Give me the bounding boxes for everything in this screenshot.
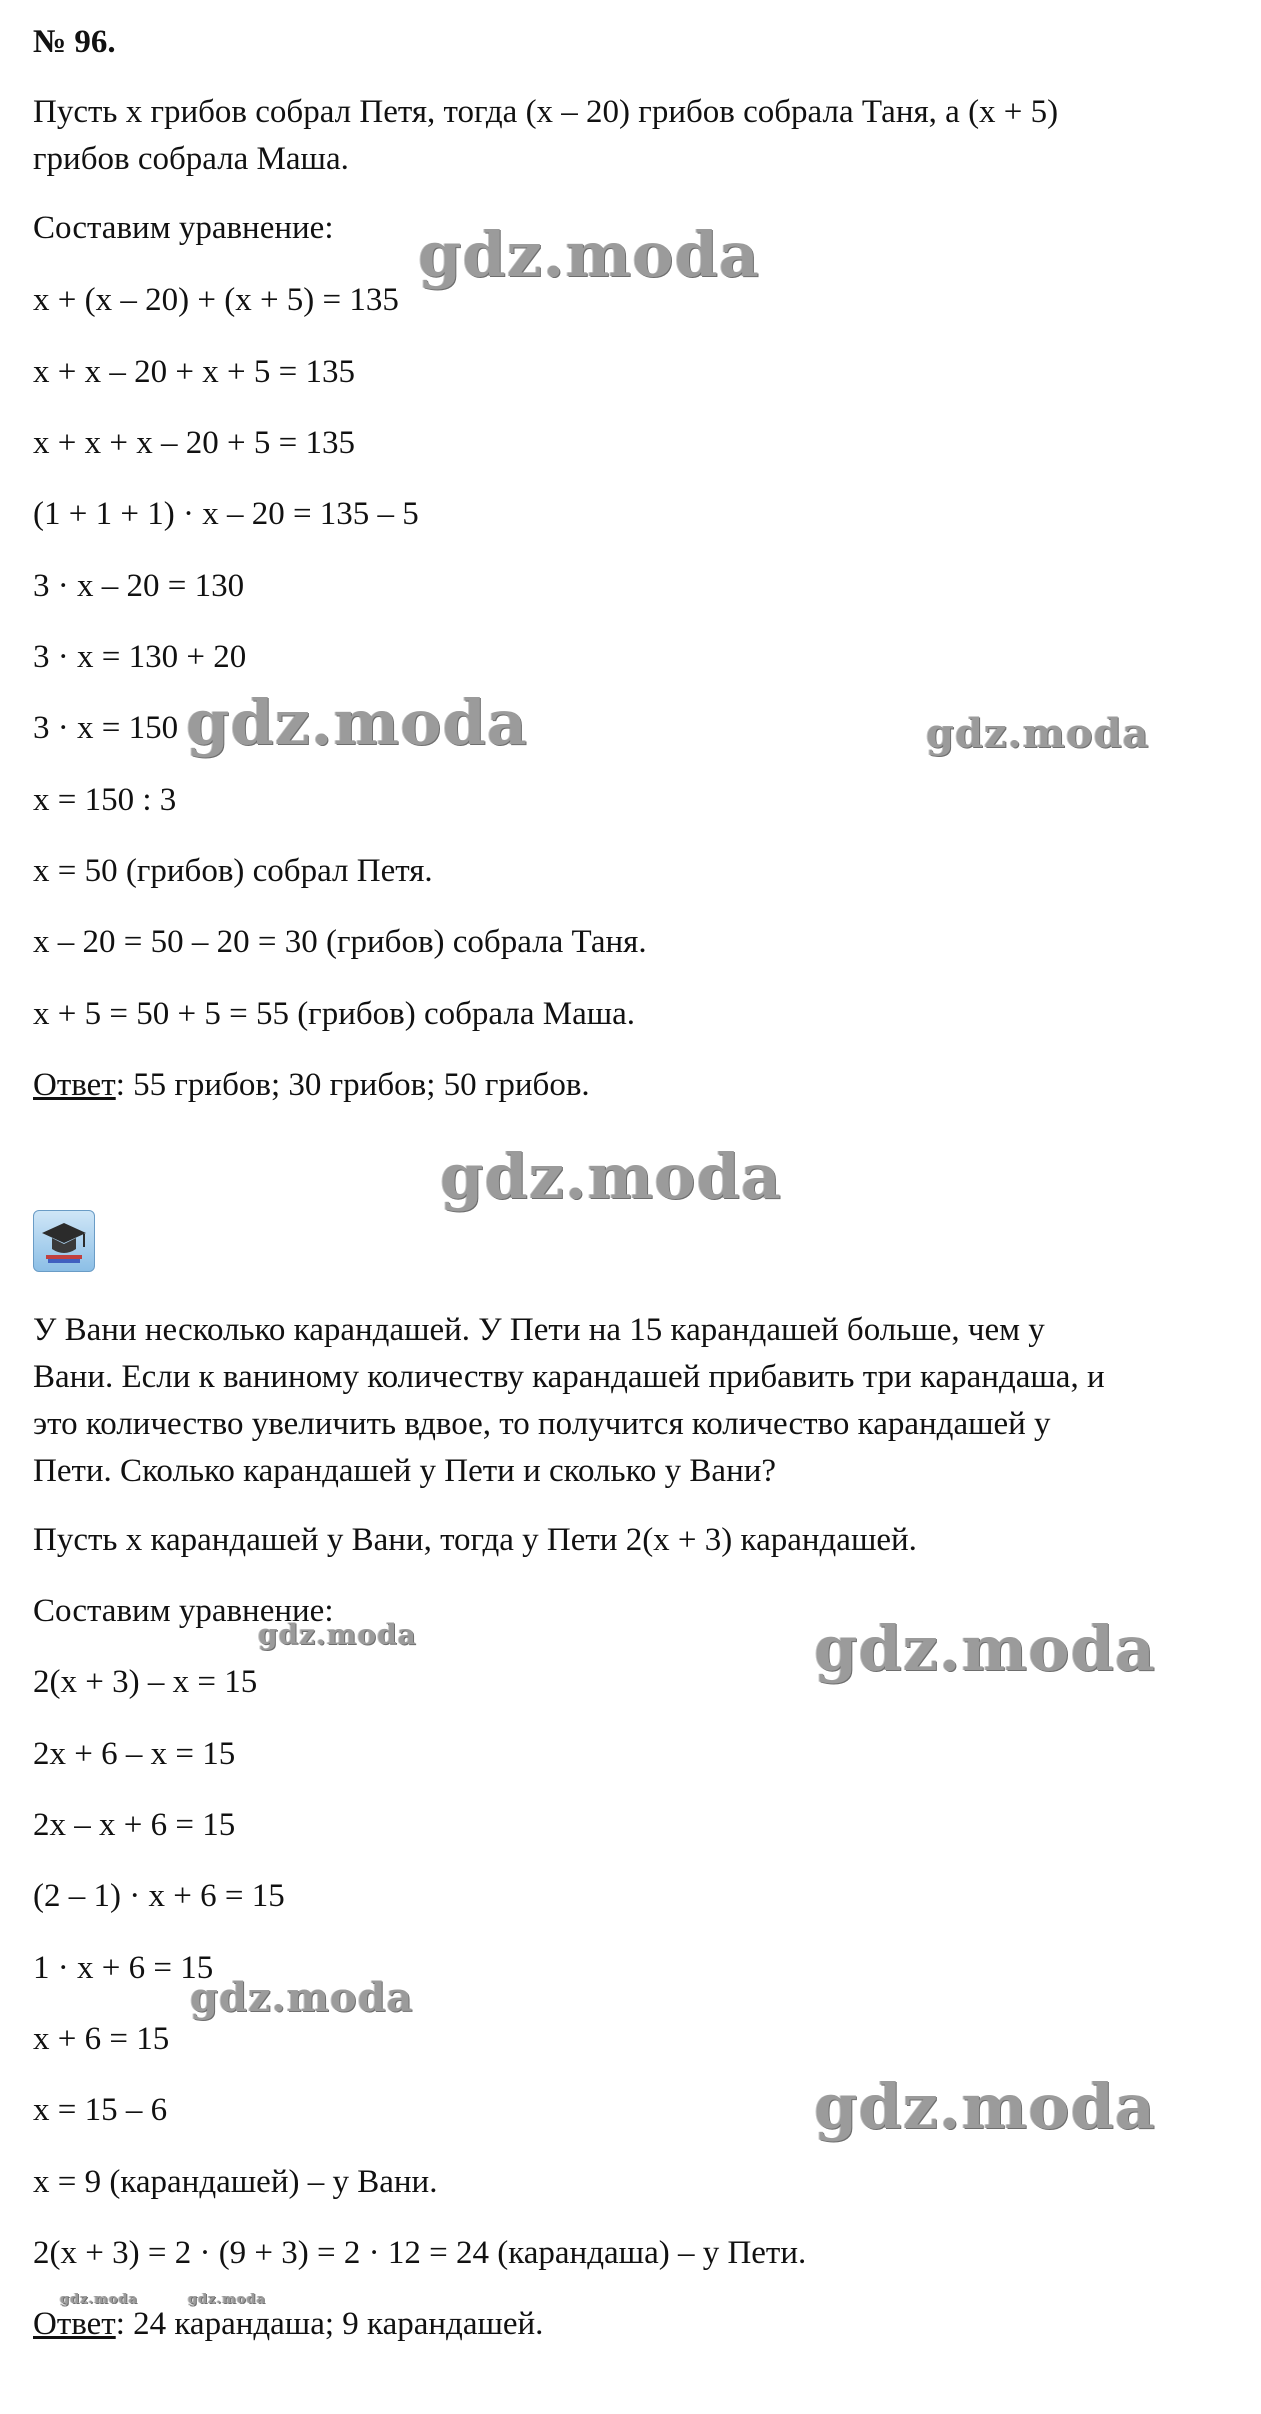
watermark: gdz.moda: [60, 2292, 139, 2307]
answer-label: Ответ: [33, 1067, 116, 1103]
watermark: gdz.moda: [186, 686, 528, 759]
watermark: gdz.moda: [188, 2292, 267, 2307]
text-line: Составим уравнение:: [33, 1593, 334, 1629]
equation-line: 2x + 6 – x = 15: [33, 1736, 236, 1772]
task-line: это количество увеличить вдвое, то получится количество карандашей у: [33, 1406, 1051, 1442]
answer-line: [33, 2304, 543, 2344]
equation-line: 3 · x = 150: [33, 710, 179, 746]
equation-line: x + 6 = 15: [33, 2021, 170, 2057]
text-line: Пусть x карандашей у Вани, тогда у Пети 2(x + 3) карандашей.: [33, 1522, 917, 1558]
equation-line: x = 150 : 3: [33, 782, 177, 818]
equation-line: x + 5 = 50 + 5 = 55 (грибов) собрала Маша.: [33, 996, 636, 1032]
answer-text: : 55 грибов; 30 грибов; 50 грибов.: [115, 1067, 590, 1103]
equation-line: (2 – 1) · x + 6 = 15: [33, 1878, 285, 1914]
task-line: Пети. Сколько карандашей у Пети и сколько у Вани?: [33, 1453, 777, 1489]
answer-label: Ответ: [33, 2306, 116, 2342]
equation-line: x – 20 = 50 – 20 = 30 (грибов) собрала Таня.: [33, 924, 647, 960]
equation-line: 3 · x – 20 = 130: [33, 568, 245, 604]
answer-line: [33, 1065, 590, 1105]
equation-line: 1 · x + 6 = 15: [33, 1950, 214, 1986]
equation-line: x + x – 20 + x + 5 = 135: [33, 354, 355, 390]
watermark: gdz.moda: [418, 218, 760, 291]
equation-line: x + (x – 20) + (x + 5) = 135: [33, 282, 399, 318]
answer-text: : 24 карандаша; 9 карандашей.: [115, 2306, 544, 2342]
equation-line: x = 9 (карандашей) – у Вани.: [33, 2164, 438, 2200]
watermark: gdz.moda: [814, 2070, 1156, 2143]
watermark: gdz.moda: [258, 1618, 417, 1651]
watermark: gdz.moda: [190, 1974, 414, 2021]
task-line: У Вани несколько карандашей. У Пети на 15 карандашей больше, чем у: [33, 1312, 1045, 1348]
watermark: gdz.moda: [440, 1140, 782, 1213]
problem-number: № 96.: [33, 24, 116, 60]
equation-line: 3 · x = 130 + 20: [33, 639, 247, 675]
equation-line: (1 + 1 + 1) · x – 20 = 135 – 5: [33, 496, 419, 532]
equation-line: 2x – x + 6 = 15: [33, 1807, 236, 1843]
watermark: gdz.moda: [926, 710, 1150, 757]
equation-line: 2(x + 3) = 2 · (9 + 3) = 2 · 12 = 24 (карандаша) – у Пети.: [33, 2235, 807, 2271]
equation-line: x = 15 – 6: [33, 2092, 168, 2128]
text-line: Составим уравнение:: [33, 210, 334, 246]
graduation-cap-icon: [33, 1210, 95, 1272]
text-line: грибов собрала Маша.: [33, 141, 349, 177]
equation-line: x = 50 (грибов) собрал Петя.: [33, 853, 433, 889]
equation-line: 2(x + 3) – x = 15: [33, 1664, 258, 1700]
text-line: Пусть x грибов собрал Петя, тогда (x – 20) грибов собрала Таня, а (x + 5): [33, 94, 1059, 130]
task-line: Вани. Если к ваниному количеству карандашей прибавить три карандаша, и: [33, 1359, 1105, 1395]
watermark: gdz.moda: [814, 1612, 1156, 1685]
equation-line: x + x + x – 20 + 5 = 135: [33, 425, 355, 461]
